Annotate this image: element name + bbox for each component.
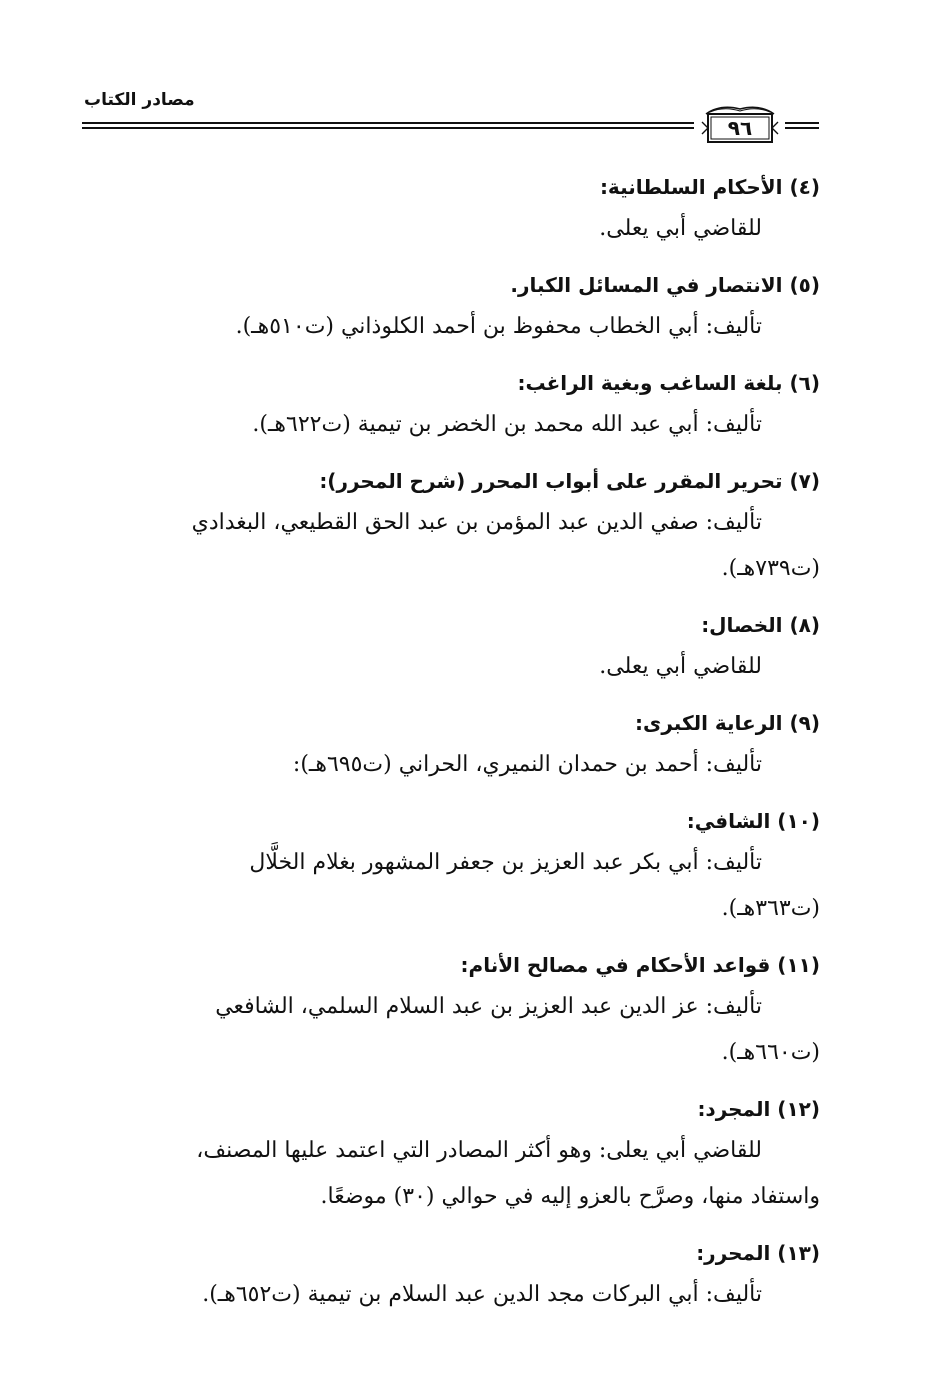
page-number-frame: [700, 100, 780, 144]
list-item: [80, 946, 820, 1076]
entry-body-line: تأليف: عز الدين عبد العزيز بن عبد السلام السلمي، الشافعي: [215, 994, 762, 1019]
entry-title: (٧) تحرير المقرر على أبواب المحرر (شرح المحرر):: [319, 469, 820, 493]
entry-body: تأليف: أبي البركات مجد الدين عبد السلام بن تيمية (ت٦٥٢هـ).: [202, 1282, 762, 1307]
list-item: [80, 462, 820, 592]
entry-body: [80, 840, 820, 932]
entry-title: (١٠) الشافي:: [686, 809, 820, 833]
entry-title: (١١) قواعد الأحكام في مصالح الأنام:: [460, 953, 820, 977]
entry-body-line: تأليف: أبي بكر عبد العزيز بن جعفر المشهور بغلام الخلَّال: [249, 850, 762, 875]
entry-body: [80, 500, 820, 592]
entry-body-line: واستفاد منها، وصرَّح بالعزو إليه في حوالي (٣٠) موضعًا.: [320, 1184, 820, 1209]
running-title: مصادر الكتاب: [84, 90, 195, 110]
header-rule: [82, 122, 694, 124]
entry-body: تأليف: أبي عبد الله محمد بن الخضر بن تيمية (ت٦٢٢هـ).: [252, 412, 762, 437]
header-rule: [785, 122, 819, 124]
entry-body: [80, 1128, 820, 1220]
entry-title: (٩) الرعاية الكبرى:: [635, 711, 820, 735]
entry-body: [80, 984, 820, 1076]
list-item: [80, 606, 820, 690]
entry-title: (١٣) المحرر:: [696, 1241, 820, 1265]
entry-body: تأليف: أحمد بن حمدان النميري، الحراني (ت٦٩٥هـ):: [292, 752, 762, 777]
entry-body-line: (ت٧٣٩هـ).: [721, 556, 820, 581]
list-item: [80, 1090, 820, 1220]
list-item: [80, 364, 820, 448]
entry-body-line: (ت٦٦٠هـ).: [721, 1040, 820, 1065]
header-rule: [82, 127, 694, 129]
entry-title: (٦) بلغة الساغب وبغية الراغب:: [517, 371, 820, 395]
header-rule: [785, 127, 819, 129]
entry-title: (٨) الخصال:: [701, 613, 820, 637]
entry-title: (١٢) المجرد:: [697, 1097, 820, 1121]
entry-title: (٤) الأحكام السلطانية:: [599, 175, 820, 199]
list-item: [80, 802, 820, 932]
entry-title: (٥) الانتصار في المسائل الكبار.: [510, 273, 820, 297]
list-item: [80, 266, 820, 350]
list-item: [80, 168, 820, 252]
entry-body-line: للقاضي أبي يعلى: وهو أكثر المصادر التي اعتمد عليها المصنف،: [196, 1138, 762, 1163]
entry-body: تأليف: أبي الخطاب محفوظ بن أحمد الكلوذاني (ت٥١٠هـ).: [235, 314, 762, 339]
entry-body: للقاضي أبي يعلى.: [599, 216, 762, 241]
entry-body-line: تأليف: صفي الدين عبد المؤمن بن عبد الحق القطيعي، البغدادي: [191, 510, 762, 535]
page-number: ٩٦: [727, 116, 753, 140]
list-item: [80, 1234, 820, 1318]
list-item: [80, 704, 820, 788]
entry-body-line: (ت٣٦٣هـ).: [721, 896, 820, 921]
entry-body: للقاضي أبي يعلى.: [599, 654, 762, 679]
page-header: [80, 86, 820, 146]
sources-list: [80, 168, 820, 1332]
